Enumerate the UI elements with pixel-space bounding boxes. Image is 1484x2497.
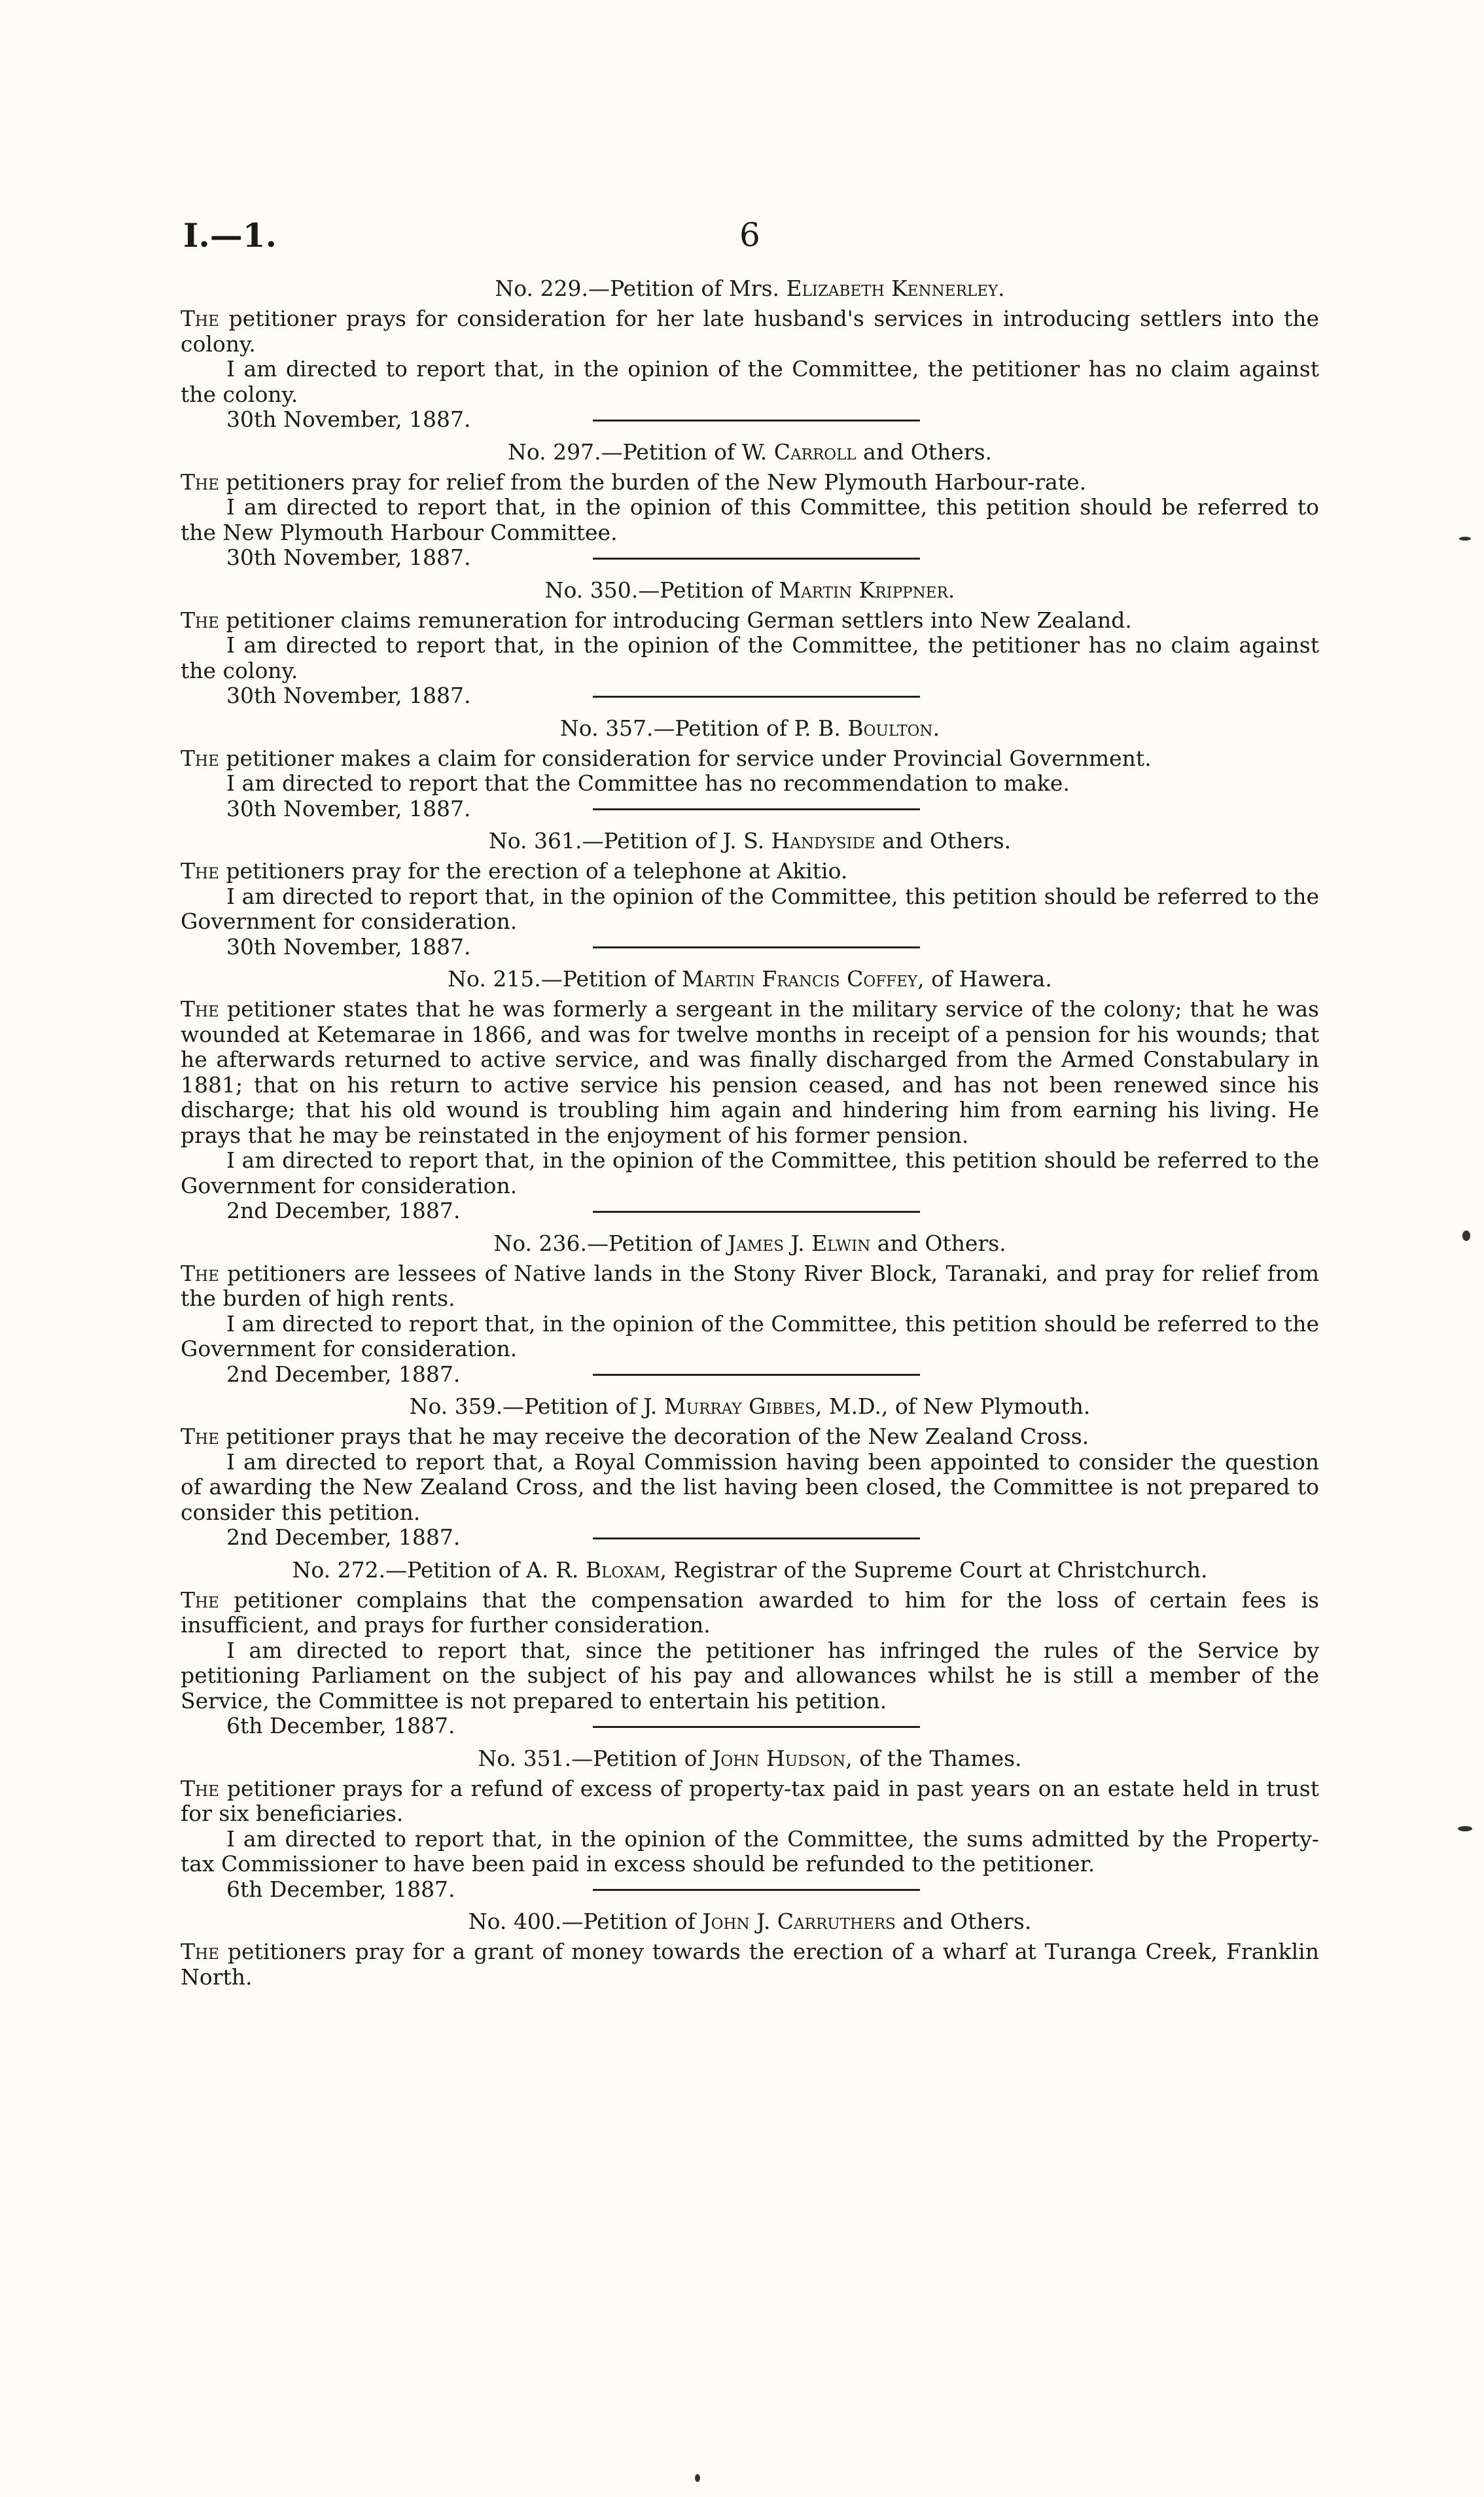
petition-body-text: petitioner prays for a refund of excess of property-tax paid in past years on an estate held in trust for six beneficiaries.: [181, 1775, 1319, 1826]
petition-title: [181, 827, 1319, 855]
committee-report: I am directed to report that, since the petitioner has infringed the rules of the Service by petitioning Parliament on the subject of his pay and allowances whilst he is still a member of the Service, the Committee is not prepared to entertain his petition.: [181, 1637, 1319, 1714]
petitioner-name: John Hudson: [712, 1745, 846, 1771]
report-date: 2nd December, 1887.: [226, 1524, 461, 1550]
petition-suffix: .: [998, 276, 1005, 301]
separator-rule: [593, 1889, 920, 1891]
petition-body-lead: The: [181, 1587, 234, 1613]
petition-entry: [181, 577, 1319, 708]
petition-title: [181, 275, 1319, 302]
petition-suffix: , M.D., of New Plymouth.: [815, 1393, 1091, 1419]
petitioner-name: Elizabeth Kennerley: [786, 276, 998, 301]
petition-title: [181, 1556, 1319, 1584]
separator-rule: [593, 1726, 920, 1728]
scan-speck: [1458, 1826, 1472, 1831]
petition-number: No. 351.—Petition of: [478, 1745, 713, 1771]
petition-entry: [181, 715, 1319, 821]
petition-body-lead: The: [181, 469, 226, 495]
petition-number: No. 236.—Petition of: [493, 1230, 728, 1256]
report-date: 2nd December, 1887.: [226, 1198, 461, 1223]
petition-body: [181, 1424, 1319, 1450]
petition-body: [181, 470, 1319, 495]
petition-body-lead: The: [181, 996, 228, 1022]
petition-body-text: petitioners are lessees of Native lands in the Stony River Block, Taranaki, and pray for relief from the burden of high rents.: [181, 1260, 1319, 1311]
committee-report: I am directed to report that, in the opinion of the Committee, the petitioner has no claim against the colony.: [181, 632, 1319, 683]
petitioner-name: Handyside: [771, 828, 875, 853]
separator-rule: [593, 558, 920, 560]
petition-entry: [181, 439, 1319, 570]
petition-body-text: petitioners pray for the erection of a telephone at Akitio.: [226, 858, 848, 884]
petition-title: [181, 715, 1319, 742]
separator-rule: [593, 1374, 920, 1376]
petitioner-name: Martin Francis Coffey: [681, 966, 918, 992]
petition-entry: [181, 1745, 1319, 1902]
report-date: 30th November, 1887.: [226, 933, 471, 960]
petition-body-text: petitioner prays for consideration for her late husband's services in introducing settlers into the colony.: [181, 306, 1319, 357]
petition-body: [181, 1939, 1319, 1990]
petitioner-name: Bloxam: [585, 1556, 660, 1583]
petition-number: No. 350.—Petition of: [544, 577, 779, 603]
petition-suffix: and Others.: [856, 439, 993, 465]
petition-body: [181, 997, 1319, 1148]
petition-body-text: petitioners pray for a grant of money towards the erection of a wharf at Turanga Creek, Franklin North.: [181, 1939, 1319, 1990]
petition-title: [181, 439, 1319, 466]
petition-list: [181, 275, 1319, 1990]
petition-number: No. 359.—Petition of J.: [409, 1393, 664, 1419]
petitioner-name: Martin Krippner: [779, 577, 948, 603]
petitioner-name: Boulton: [847, 715, 933, 741]
petition-title: [181, 1393, 1319, 1420]
petition-suffix: , of Hawera.: [917, 966, 1052, 992]
petition-body: [181, 1588, 1319, 1638]
petition-body-text: petitioners pray for relief from the burden of the New Plymouth Harbour-rate.: [226, 469, 1087, 495]
petition-body-lead: The: [181, 306, 229, 331]
petition-body: [181, 306, 1319, 357]
petition-suffix: , Registrar of the Supreme Court at Christchurch.: [660, 1556, 1208, 1583]
separator-rule: [593, 1211, 920, 1213]
petitioner-name: James J. Elwin: [728, 1230, 871, 1256]
document-reference: I.—1.: [183, 216, 277, 255]
petition-title: [181, 965, 1319, 993]
petition-number: No. 361.—Petition of J. S.: [488, 828, 771, 853]
petition-body-lead: The: [181, 1939, 228, 1964]
petition-suffix: , of the Thames.: [845, 1745, 1022, 1771]
petition-suffix: and Others.: [870, 1230, 1006, 1256]
committee-report: I am directed to report that, in the opinion of this Committee, this petition should be referred to the New Plymouth Harbour Committee.: [181, 494, 1319, 545]
petition-number: No. 229.—Petition of Mrs.: [495, 276, 786, 301]
petition-body-text: petitioner makes a claim for consideration for service under Provincial Government.: [226, 745, 1152, 771]
committee-report: I am directed to report that the Committee has no recommendation to make.: [226, 770, 1070, 796]
petition-entry: [181, 827, 1319, 960]
petition-body: [181, 1776, 1319, 1827]
petition-body-lead: The: [181, 745, 226, 771]
petition-body-text: petitioner prays that he may receive the decoration of the New Zealand Cross.: [226, 1424, 1089, 1449]
petition-body-lead: The: [181, 607, 226, 633]
petition-body: [181, 1261, 1319, 1312]
petition-body-text: petitioner complains that the compensation awarded to him for the loss of certain fees is insufficient, and prays for further consideration.: [181, 1587, 1319, 1638]
petition-entry: [181, 1230, 1319, 1387]
scan-speck: [1459, 537, 1471, 541]
petition-body-lead: The: [181, 1775, 227, 1801]
scan-speck: [695, 2474, 700, 2482]
page-number: 6: [739, 216, 760, 254]
petition-body: [181, 608, 1319, 634]
petition-entry: [181, 1393, 1319, 1550]
committee-report: I am directed to report that, in the opinion of the Committee, this petition should be referred to the Government for consideration.: [181, 883, 1319, 934]
petition-body-text: petitioner claims remuneration for introducing German settlers into New Zealand.: [226, 607, 1132, 633]
petition-number: No. 400.—Petition of: [468, 1909, 703, 1934]
petition-entry: [181, 965, 1319, 1223]
petition-title: [181, 1230, 1319, 1257]
petition-body-text: petitioner states that he was formerly a sergeant in the military service of the colony; that he was wounded at Ketemarae in 1866, and was for twelve months in receipt of a pension for his wounds; that he afterwards returned to active service, and was finally discharged from the Armed Constabulary in 1881; that on his return to active service his pension ceased, and has not been renewed since his discharge; that his old wound is troubling him again and hindering him from earning his living. He prays that he may be reinstated in the enjoyment of his former pension.: [181, 996, 1319, 1148]
petition-body-lead: The: [181, 1424, 226, 1449]
petition-suffix: .: [932, 715, 940, 741]
petition-body: [181, 746, 1319, 772]
report-date: 30th November, 1887.: [226, 406, 471, 432]
petition-title: [181, 577, 1319, 604]
petitioner-name: John J. Carruthers: [702, 1909, 896, 1934]
petition-entry: [181, 1908, 1319, 1990]
report-date: 30th November, 1887.: [226, 683, 471, 708]
petition-title: [181, 1745, 1319, 1772]
committee-report: I am directed to report that, in the opinion of the Committee, this petition should be referred to the Government for consideration.: [181, 1147, 1319, 1198]
petition-suffix: and Others.: [875, 828, 1012, 853]
separator-rule: [593, 696, 920, 698]
report-date: 6th December, 1887.: [226, 1876, 455, 1902]
committee-report: I am directed to report that, in the opinion of the Committee, the sums admitted by the Property-tax Commissioner to have been paid in excess should be refunded to the petitioner.: [181, 1825, 1319, 1877]
scan-speck: [1462, 1231, 1470, 1241]
petition-number: No. 357.—Petition of P. B.: [559, 715, 848, 741]
separator-rule: [593, 808, 920, 810]
separator-rule: [593, 1537, 920, 1539]
report-date: 2nd December, 1887.: [226, 1361, 461, 1387]
separator-rule: [593, 420, 920, 422]
petition-number: No. 272.—Petition of A. R.: [292, 1556, 586, 1583]
report-date: 30th November, 1887.: [226, 795, 471, 821]
petition-body: [181, 859, 1319, 884]
petition-body-lead: The: [181, 1260, 228, 1286]
report-date: 30th November, 1887.: [226, 545, 471, 570]
petition-entry: [181, 1556, 1319, 1738]
committee-report: I am directed to report that, in the opinion of the Committee, this petition should be referred to the Government for consideration.: [181, 1310, 1319, 1361]
committee-report: I am directed to report that, a Royal Commission having been appointed to consider the question of awarding the New Zealand Cross, and the list having been closed, the Committee is not prepared to consider this petition.: [181, 1448, 1319, 1525]
petitioner-name: Carroll: [773, 439, 857, 465]
petition-body-lead: The: [181, 858, 226, 884]
petition-entry: [181, 275, 1319, 432]
report-date: 6th December, 1887.: [226, 1713, 455, 1738]
petition-number: No. 215.—Petition of: [448, 966, 682, 992]
petition-suffix: .: [947, 577, 955, 603]
petition-suffix: and Others.: [895, 1909, 1032, 1934]
petition-number: No. 297.—Petition of W.: [507, 439, 774, 465]
separator-rule: [593, 946, 920, 948]
petition-title: [181, 1908, 1319, 1935]
petitioner-name: Murray Gibbes: [663, 1393, 815, 1419]
committee-report: I am directed to report that, in the opinion of the Committee, the petitioner has no claim against the colony.: [181, 356, 1319, 407]
